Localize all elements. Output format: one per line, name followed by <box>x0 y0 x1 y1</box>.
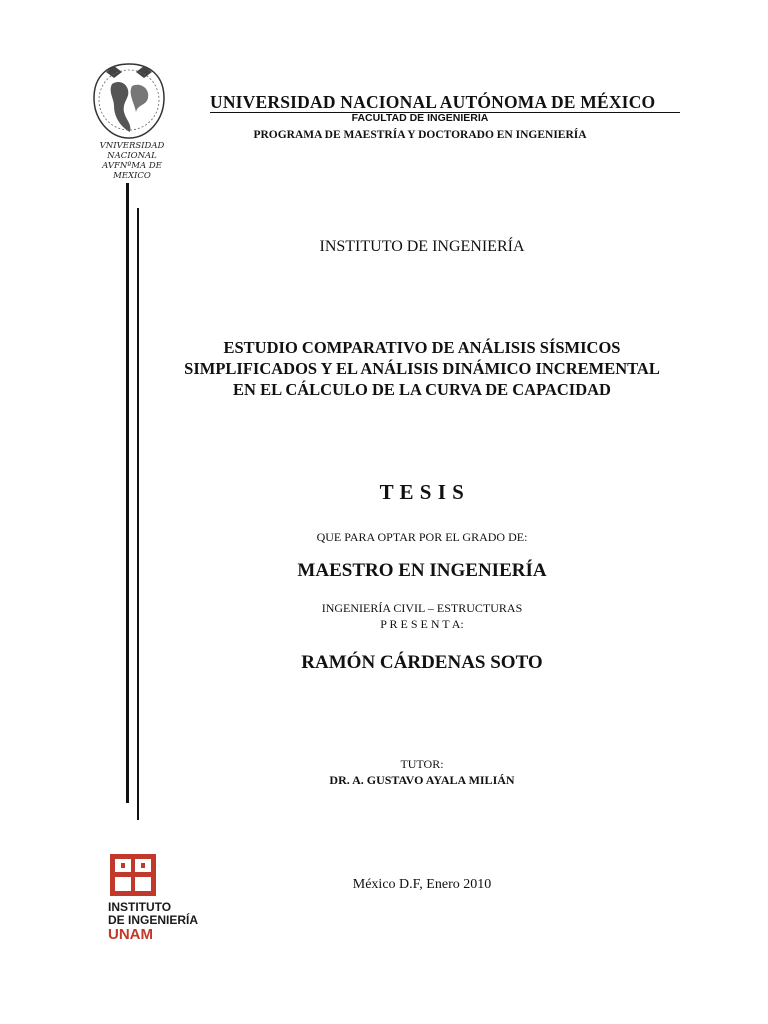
institute-name: INSTITUTO DE INGENIERÍA <box>319 238 525 255</box>
specialty: INGENIERÍA CIVIL – ESTRUCTURAS <box>321 601 523 615</box>
seal-line: VNIVERSIDAD NACIONAL <box>99 141 165 161</box>
thesis-title-line: SIMPLIFICADOS Y EL ANÁLISIS DINÁMICO INCREMENTAL <box>184 359 660 378</box>
author-name: RAMÓN CÁRDENAS SOTO <box>301 652 543 673</box>
vertical-rule-thin <box>137 208 139 820</box>
tutor-name: DR. A. GUSTAVO AYALA MILIÁN <box>329 773 515 787</box>
logo-line-unam: UNAM <box>108 926 153 943</box>
unam-seal-icon <box>92 62 166 140</box>
degree-name: MAESTRO EN INGENIERÍA <box>297 560 547 581</box>
instituto-ingenieria-logo-text <box>108 901 228 943</box>
presenta-label: P R E S E N T A: <box>380 617 464 631</box>
tutor-label: TUTOR: <box>400 757 444 771</box>
tesis-heading: T E S I S <box>379 480 465 504</box>
seal-line: AVFNºMA DE <box>102 161 162 171</box>
unam-seal-caption <box>78 141 186 181</box>
faculty-name: FACULTAD DE INGENIERÍA <box>351 112 489 124</box>
place-date: México D.F, Enero 2010 <box>352 877 492 892</box>
vertical-rule-thick <box>126 183 129 803</box>
thesis-title-line: EN EL CÁLCULO DE LA CURVA DE CAPACIDAD <box>233 380 611 399</box>
program-name: PROGRAMA DE MAESTRÍA Y DOCTORADO EN INGENIERÍA <box>253 129 587 141</box>
degree-intro: QUE PARA OPTAR POR EL GRADO DE: <box>316 530 528 544</box>
instituto-ingenieria-logo-icon <box>110 854 156 896</box>
university-name: UNIVERSIDAD NACIONAL AUTÓNOMA DE MÉXICO <box>210 92 656 112</box>
thesis-title-line: ESTUDIO COMPARATIVO DE ANÁLISIS SÍSMICOS <box>223 338 621 357</box>
thesis-title <box>160 337 684 400</box>
seal-line: MEXICO <box>113 171 151 181</box>
logo-line-ingenieria: DE INGENIERÍA <box>108 913 199 927</box>
logo-line-instituto: INSTITUTO <box>108 900 172 914</box>
